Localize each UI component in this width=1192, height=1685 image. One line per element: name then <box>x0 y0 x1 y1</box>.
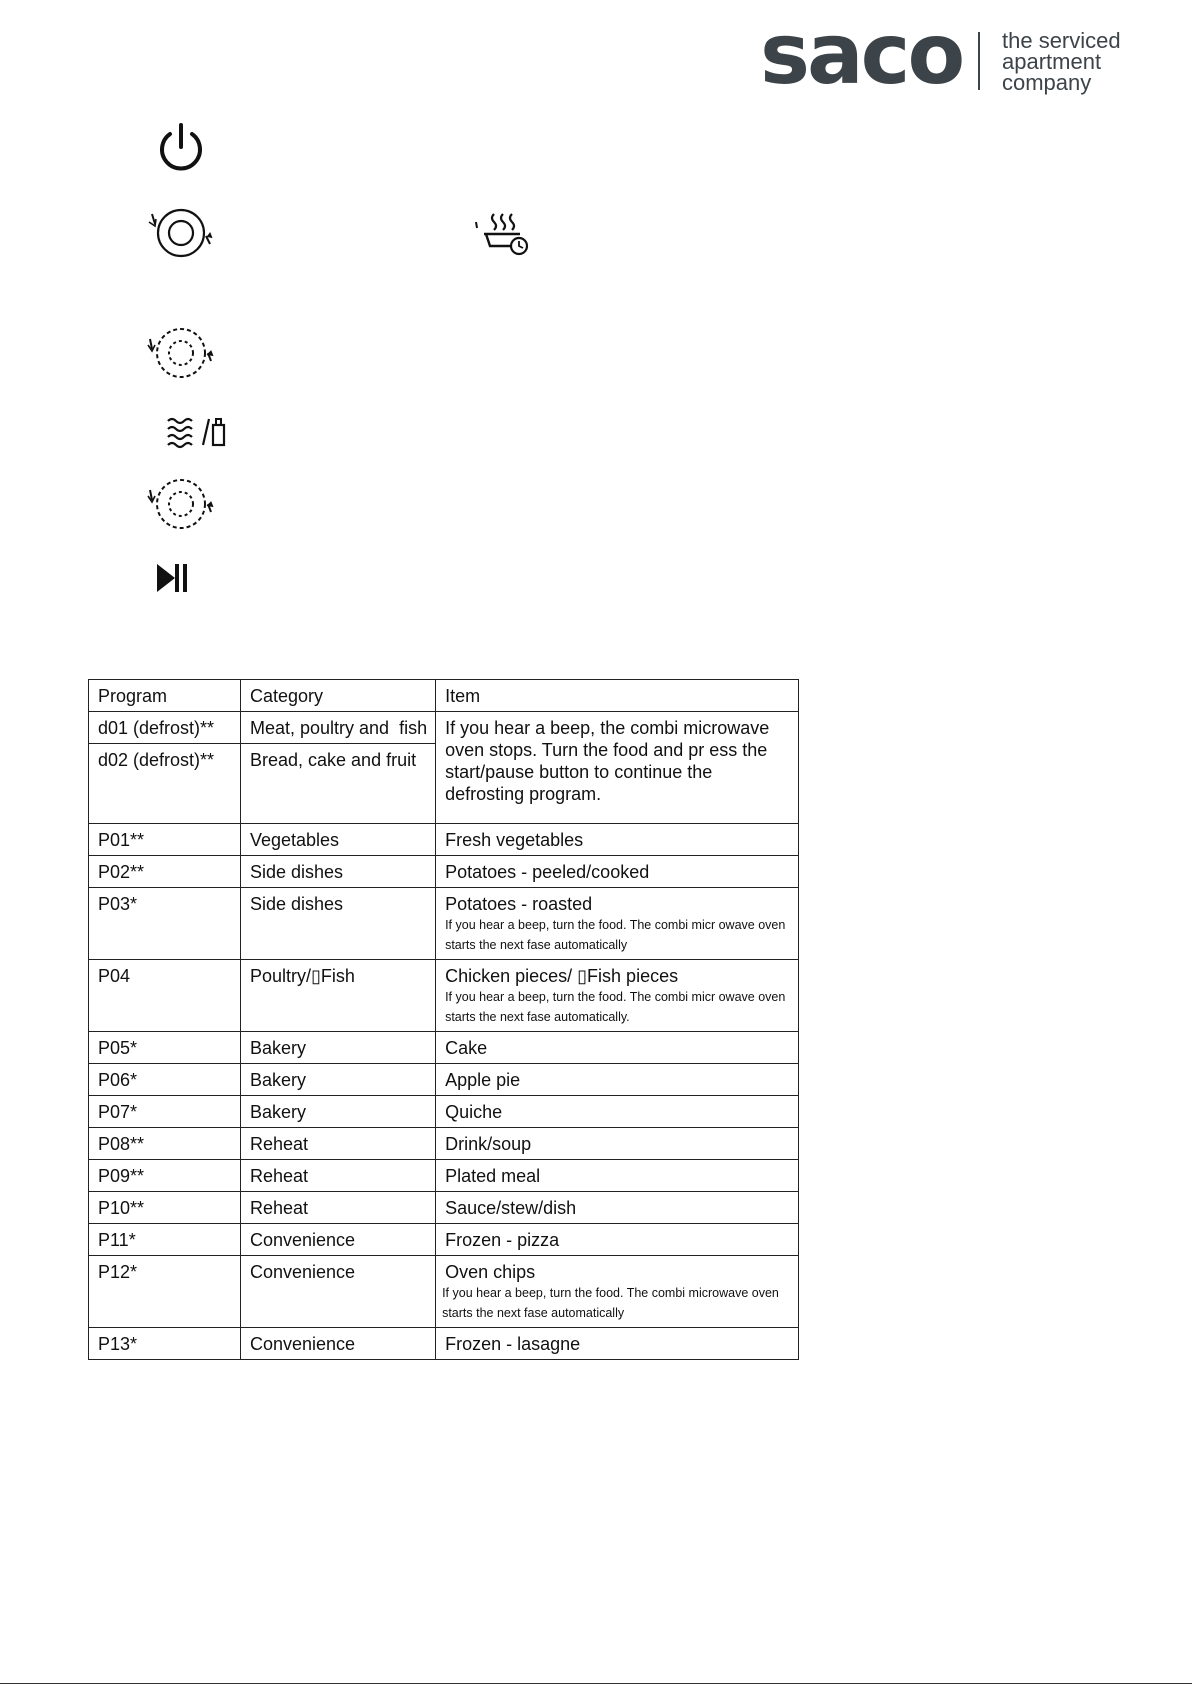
logo-tagline-line: company <box>1002 70 1092 95</box>
logo-tagline <box>1002 30 1121 93</box>
logo-tagline-line: the serviced <box>1002 28 1121 53</box>
category-cell: Reheat <box>240 1128 435 1160</box>
logo-tagline-line: apartment <box>1002 49 1102 74</box>
category-cell: Side dishes <box>240 856 435 888</box>
microwave-grill-icon <box>166 415 228 449</box>
table-row <box>89 888 799 960</box>
category-cell: Bakery <box>240 1032 435 1064</box>
item-cell: Drink/soup <box>436 1128 799 1160</box>
item-cell: Cake <box>436 1032 799 1064</box>
program-cell: P09** <box>89 1160 241 1192</box>
item-cell: Apple pie <box>436 1064 799 1096</box>
program-cell: P07* <box>89 1096 241 1128</box>
program-cell: P10** <box>89 1192 241 1224</box>
table-row <box>89 960 799 1032</box>
category-cell: Bakery <box>240 1064 435 1096</box>
logo-divider <box>978 32 980 90</box>
item-cell: Frozen - pizza <box>436 1224 799 1256</box>
program-cell: P08** <box>89 1128 241 1160</box>
logo-wordmark: saco <box>760 5 963 103</box>
category-cell: Vegetables <box>240 824 435 856</box>
program-cell: d01 (defrost)** <box>89 712 241 744</box>
table-row <box>89 1128 799 1160</box>
item-cell: Plated meal <box>436 1160 799 1192</box>
program-cell: P06* <box>89 1064 241 1096</box>
category-cell: Convenience <box>240 1328 435 1360</box>
item-note: If you hear a beep, turn the food. The combi microwave oven starts the next fase automatically <box>442 1286 779 1320</box>
steam-timer-icon <box>474 210 540 258</box>
item-cell: Potatoes - peeled/cooked <box>436 856 799 888</box>
table-header-row <box>89 680 799 712</box>
start-pause-icon <box>155 562 191 594</box>
table-row <box>89 1328 799 1360</box>
item-note: If you hear a beep, turn the food. The combi micr owave oven starts the next fase automatically. <box>445 990 786 1024</box>
item-cell <box>436 1256 799 1328</box>
program-cell: P05* <box>89 1032 241 1064</box>
program-table <box>88 679 799 1360</box>
table-row <box>89 1256 799 1328</box>
program-cell: P04 <box>89 960 241 1032</box>
item-cell: Quiche <box>436 1096 799 1128</box>
defrost-item-cell: If you hear a beep, the combi microwave oven stops. Turn the food and pr ess the start/pause button to continue the defrosting program. <box>436 712 799 824</box>
dashed-turntable-icon <box>144 325 218 381</box>
saco-logo <box>760 5 1121 103</box>
header-category: Category <box>240 680 435 712</box>
category-cell: Convenience <box>240 1224 435 1256</box>
item-note: If you hear a beep, turn the food. The combi micr owave oven starts the next fase automatically <box>445 918 786 952</box>
page-bottom-rule <box>0 1683 1192 1684</box>
table-row <box>89 1192 799 1224</box>
item-label: Oven chips <box>445 1262 536 1282</box>
table-row <box>89 1160 799 1192</box>
program-cell: P11* <box>89 1224 241 1256</box>
table-row <box>89 1096 799 1128</box>
item-cell: Frozen - lasagne <box>436 1328 799 1360</box>
table-row <box>89 824 799 856</box>
turntable-icon <box>144 206 218 260</box>
category-cell: Reheat <box>240 1192 435 1224</box>
program-cell: d02 (defrost)** <box>89 744 241 824</box>
program-cell: P01** <box>89 824 241 856</box>
item-cell: Sauce/stew/dish <box>436 1192 799 1224</box>
category-cell: Meat, poultry and fish <box>240 712 435 744</box>
dashed-turntable-icon-2 <box>144 476 218 532</box>
program-cell: P03* <box>89 888 241 960</box>
category-cell: Bread, cake and fruit <box>240 744 435 824</box>
table-row <box>89 1064 799 1096</box>
category-cell: Reheat <box>240 1160 435 1192</box>
category-cell: Side dishes <box>240 888 435 960</box>
header-item: Item <box>436 680 799 712</box>
program-cell: P13* <box>89 1328 241 1360</box>
table-row <box>89 1032 799 1064</box>
table-row <box>89 712 799 744</box>
category-cell: Poultry/▯Fish <box>240 960 435 1032</box>
table-row <box>89 1224 799 1256</box>
category-cell: Bakery <box>240 1096 435 1128</box>
header-program: Program <box>89 680 241 712</box>
item-label: Potatoes - roasted <box>445 894 593 914</box>
item-label: Chicken pieces/ ▯Fish pieces <box>445 966 679 986</box>
program-cell: P12* <box>89 1256 241 1328</box>
item-cell: Fresh vegetables <box>436 824 799 856</box>
program-cell: P02** <box>89 856 241 888</box>
item-cell <box>436 888 799 960</box>
table-row <box>89 856 799 888</box>
category-cell: Convenience <box>240 1256 435 1328</box>
item-cell <box>436 960 799 1032</box>
power-icon <box>154 120 208 174</box>
